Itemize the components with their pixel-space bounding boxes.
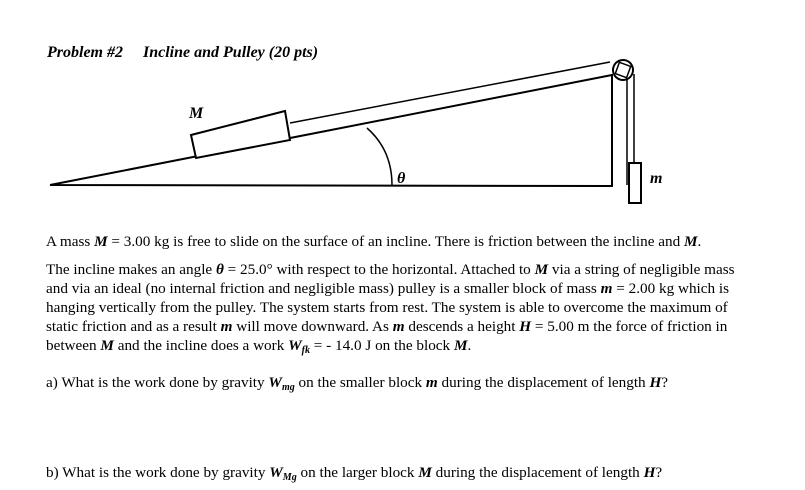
block-small-m bbox=[629, 163, 641, 203]
question-a: a) What is the work done by gravity $W_{mg}$ on the smaller block m during the displacement of length H? bbox=[46, 374, 669, 393]
label-theta: θ bbox=[397, 170, 406, 187]
paragraph-1: A mass M = 3.00 kg is free to slide on the surface of an incline. There is friction between the incline and M. bbox=[46, 233, 702, 250]
label-big-m: M bbox=[189, 105, 204, 122]
label-small-m: m bbox=[650, 170, 663, 187]
problem-number: Problem #2 bbox=[47, 44, 123, 61]
question-b: b) What is the work done by gravity $W_{Mg}$ on the larger block M during the displacement of length H? bbox=[46, 464, 663, 483]
angle-arc bbox=[367, 128, 392, 185]
incline-surface bbox=[50, 75, 612, 186]
problem-description bbox=[46, 232, 751, 355]
incline-pulley-diagram bbox=[0, 0, 805, 230]
problem-title: Incline and Pulley (20 pts) bbox=[143, 44, 319, 61]
paragraph-2: The incline makes an angle θ = 25.0° with respect to the horizontal. Attached to M via a string of negligible mass and via an ideal (no internal friction and negligible mass) pulley is a smaller block of mass m = 2.00 kg which is hanging vertically from the pulley. The system starts from rest. The system is able to overcome the maximum of static friction and as a result m will move downward. As m descends a height H = 5.00 m the force of friction in between M and the incline does a work $W_{fk}$ = - 14.0 J on the block M. bbox=[46, 261, 735, 356]
block-big-m bbox=[191, 111, 290, 158]
pulley bbox=[610, 57, 636, 83]
string-line bbox=[290, 62, 610, 123]
